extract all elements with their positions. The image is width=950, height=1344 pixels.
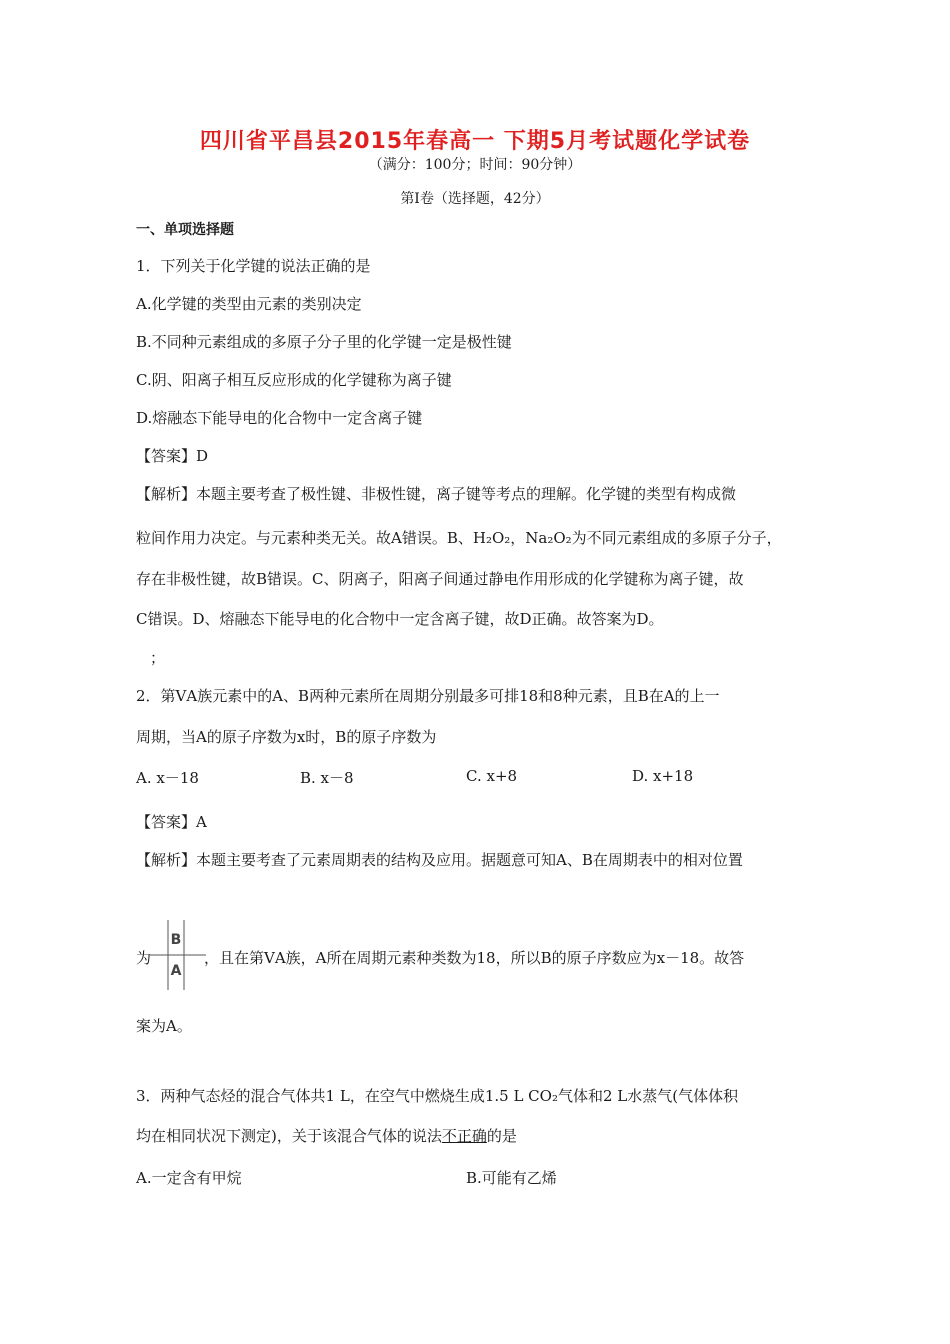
- q2-analysis-line: 案为A。: [136, 1017, 192, 1035]
- diagram-label-a: A: [170, 963, 182, 979]
- diagram-label-b: B: [170, 932, 182, 948]
- page-title: 四川省平昌县2015年春高一 下期5月考试题化学试卷: [199, 129, 751, 154]
- q2-option-a: A. x－18: [136, 769, 199, 787]
- q1-option-a: A.化学键的类型由元素的类别决定: [136, 295, 362, 313]
- q3-stem-line: [136, 1126, 517, 1146]
- q2-stem-line: 2．第ⅤA族元素中的A、B两种元素所在周期分别最多可排18和8种元素，且B在A的上一: [136, 687, 720, 705]
- q3-emphasis: 不正确: [441, 1127, 487, 1145]
- q1-option-d: D.熔融态下能导电的化合物中一定含离子键: [136, 409, 423, 427]
- q2-option-c: C. x+8: [466, 767, 518, 785]
- q2-option-d: D. x+18: [632, 767, 694, 785]
- q1-analysis-line: 粒间作用力决定。与元素种类无关。故A错误。B、H₂O₂，Na₂O₂为不同元素组成的多原子分子，: [136, 529, 782, 547]
- q2-analysis-line: ，且在第ⅤA族，A所在周期元素种类数为18，所以B的原子序数应为x－18。故答: [204, 949, 745, 967]
- stray-punctuation: ；: [150, 649, 166, 667]
- q2-stem-line: 周期，当A的原子序数为x时，B的原子序数为: [136, 728, 437, 746]
- q1-analysis-line: 【解析】本题主要考查了极性键、非极性键，离子键等考点的理解。化学键的类型有构成微: [136, 485, 737, 503]
- periodic-position-diagram: [150, 920, 206, 990]
- q1-stem: 1．下列关于化学键的说法正确的是: [136, 257, 371, 275]
- q3-option-a: A.一定含有甲烷: [136, 1169, 242, 1187]
- q1-option-c: C.阴、阳离子相互反应形成的化学键称为离子键: [136, 371, 452, 389]
- q1-answer: 【答案】D: [136, 447, 209, 465]
- q1-analysis-line: C错误。D、熔融态下能导电的化合物中一定含离子键，故D正确。故答案为D。: [136, 610, 664, 628]
- q2-answer: 【答案】A: [136, 813, 207, 831]
- q3-option-b: B.可能有乙烯: [466, 1169, 557, 1187]
- q2-analysis-prefix: 为: [136, 949, 152, 967]
- section-header: 第Ⅰ卷（选择题，42分）: [400, 191, 550, 207]
- q2-analysis-line: 【解析】本题主要考查了元素周期表的结构及应用。据题意可知A、B在周期表中的相对位置: [136, 851, 743, 869]
- q3-stem-line: 3．两种气态烃的混合气体共1 L，在空气中燃烧生成1.5 L CO₂气体和2 L水蒸气(气体体积: [136, 1087, 739, 1105]
- exam-meta: （满分：100分；时间：90分钟）: [368, 157, 582, 173]
- q3-stem-text: 均在相同状况下测定)，关于该混合气体的说法: [136, 1127, 442, 1145]
- part-title: 一、单项选择题: [136, 222, 234, 238]
- q1-option-b: B.不同种元素组成的多原子分子里的化学键一定是极性键: [136, 333, 512, 351]
- q3-stem-text: 的是: [486, 1127, 517, 1145]
- q2-option-b: B. x－8: [300, 769, 354, 787]
- q1-analysis-line: 存在非极性键，故B错误。C、阴离子，阳离子间通过静电作用形成的化学键称为离子键，故: [136, 570, 744, 588]
